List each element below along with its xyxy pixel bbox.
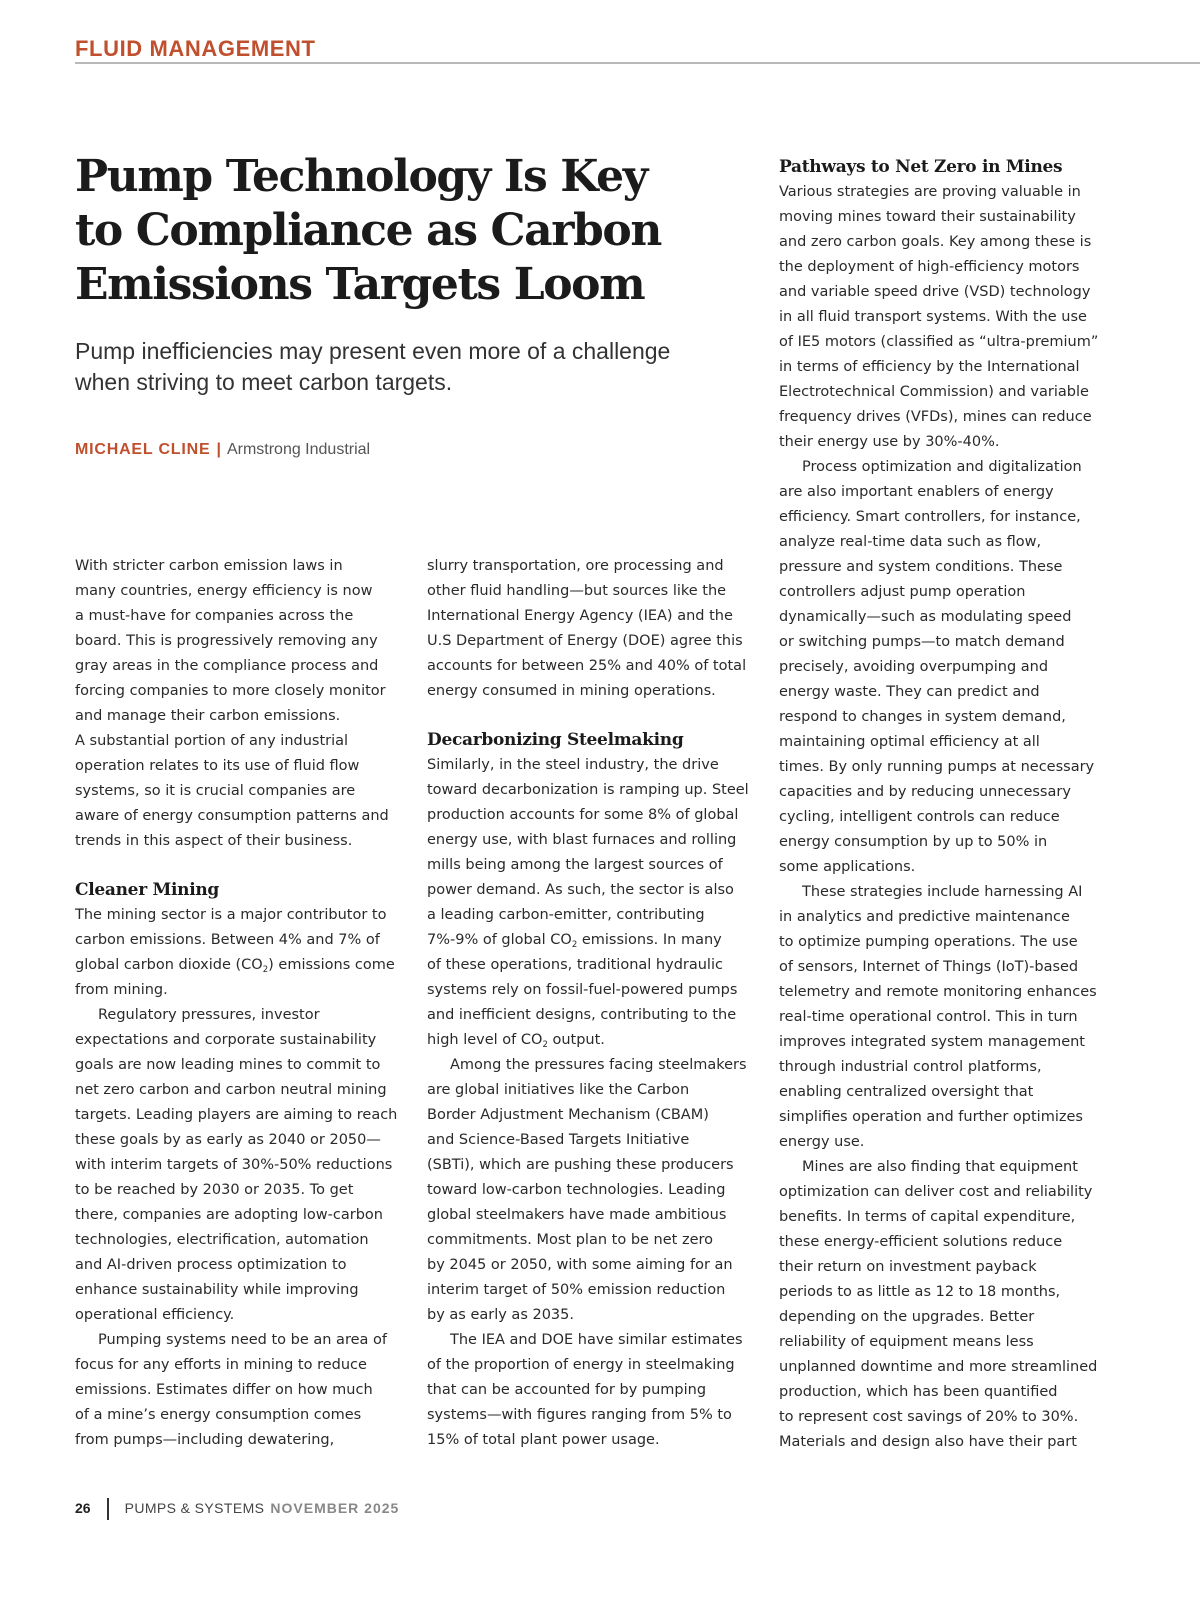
- body-text-line: telemetry and remote monitoring enhances: [779, 984, 1097, 1000]
- body-text-line: International Energy Agency (IEA) and the: [427, 608, 733, 624]
- body-text-line: controllers adjust pump operation: [779, 584, 1026, 600]
- body-text-line: of sensors, Internet of Things (IoT)-based: [779, 959, 1079, 975]
- body-text-line: Border Adjustment Mechanism (CBAM): [427, 1107, 709, 1123]
- body-text-line: gray areas in the compliance process and: [75, 658, 379, 674]
- body-text-line: real-time operational control. This in turn: [779, 1009, 1078, 1025]
- body-column-1: [75, 554, 415, 1453]
- body-text-line: The mining sector is a major contributor to: [75, 907, 387, 923]
- body-text-line: that can be accounted for by pumping: [427, 1382, 707, 1398]
- text-run: 7%-9% of global CO: [427, 932, 572, 948]
- body-text-line: some applications.: [779, 859, 916, 875]
- byline: [75, 440, 370, 460]
- body-text-line: slurry transportation, ore processing and: [427, 558, 724, 574]
- body-text-line: times. By only running pumps at necessary: [779, 759, 1095, 775]
- body-text-line: are also important enablers of energy: [779, 484, 1054, 500]
- publication-name: PUMPS & SYSTEMS: [124, 1500, 265, 1516]
- body-text-line: dynamically—such as modulating speed: [779, 609, 1072, 625]
- subscript: 2: [571, 940, 578, 950]
- body-text-line: systems rely on fossil-fuel-powered pumps: [427, 982, 738, 998]
- issue-date: NOVEMBER 2025: [270, 1500, 400, 1516]
- author-company: Armstrong Industrial: [226, 441, 371, 458]
- body-text-line: in all fluid transport systems. With the use: [779, 309, 1087, 325]
- body-text-line: carbon emissions. Between 4% and 7% of: [75, 932, 380, 948]
- body-text-line: technologies, electrification, automation: [75, 1232, 369, 1248]
- body-text-line: cycling, intelligent controls can reduce: [779, 809, 1060, 825]
- text-run: global carbon dioxide (CO: [75, 957, 263, 973]
- body-text-line: moving mines toward their sustainability: [779, 209, 1076, 225]
- body-text-line: Electrotechnical Commission) and variable: [779, 384, 1089, 400]
- body-text-line: frequency drives (VFDs), mines can reduce: [779, 409, 1092, 425]
- body-text-line: the deployment of high-efficiency motors: [779, 259, 1080, 275]
- body-text-line: and Science-Based Targets Initiative: [427, 1132, 690, 1148]
- text-run: emissions. In many: [577, 932, 722, 948]
- body-text-line: expectations and corporate sustainability: [75, 1032, 377, 1048]
- body-text-line: optimization can deliver cost and reliability: [779, 1184, 1093, 1200]
- body-text-line: are global initiatives like the Carbon: [427, 1082, 690, 1098]
- body-text-line: operational efficiency.: [75, 1307, 235, 1323]
- header-rule: [75, 62, 1200, 64]
- body-text-line: forcing companies to more closely monitor: [75, 683, 386, 699]
- body-text-line: a must-have for companies across the: [75, 608, 354, 624]
- body-text-line: of the proportion of energy in steelmaking: [427, 1357, 735, 1373]
- body-column-3: [779, 155, 1119, 1455]
- body-text-line: energy use.: [779, 1134, 865, 1150]
- body-text-line: Pumping systems need to be an area of: [98, 1332, 387, 1348]
- body-text-line: by 2045 or 2050, with some aiming for an: [427, 1257, 733, 1273]
- body-text-line: aware of energy consumption patterns and: [75, 808, 389, 824]
- body-text-line: commitments. Most plan to be net zero: [427, 1232, 713, 1248]
- body-text-line: simplifies operation and further optimizes: [779, 1109, 1083, 1125]
- body-text-line: Materials and design also have their part: [779, 1434, 1077, 1450]
- body-text-line: energy use, with blast furnaces and rolling: [427, 832, 737, 848]
- body-text-line: production, which has been quantified: [779, 1384, 1058, 1400]
- section-subheading: Cleaner Mining: [75, 880, 220, 900]
- body-text-line: [75, 953, 415, 978]
- deck-line: Pump inefficiencies may present even more of a challenge: [75, 338, 671, 364]
- body-text-line: energy waste. They can predict and: [779, 684, 1040, 700]
- body-text-line: board. This is progressively removing any: [75, 633, 378, 649]
- body-text-line: accounts for between 25% and 40% of total: [427, 658, 747, 674]
- body-text-line: precisely, avoiding overpumping and: [779, 659, 1049, 675]
- body-text-line: A substantial portion of any industrial: [75, 733, 349, 749]
- body-text-line: energy consumed in mining operations.: [427, 683, 716, 699]
- headline-line: to Compliance as Carbon: [75, 205, 661, 256]
- subscript: 2: [262, 965, 269, 975]
- body-text-line: of a mine’s energy consumption comes: [75, 1407, 362, 1423]
- headline-line: Emissions Targets Loom: [75, 259, 645, 310]
- body-text-line: systems, so it is crucial companies are: [75, 783, 356, 799]
- paragraph-gap: [75, 854, 415, 878]
- text-run: output.: [547, 1032, 605, 1048]
- body-text-line: and manage their carbon emissions.: [75, 708, 341, 724]
- body-column-2: [427, 554, 767, 1453]
- body-text-line: Various strategies are proving valuable in: [779, 184, 1081, 200]
- body-text-line: from pumps—including dewatering,: [75, 1432, 335, 1448]
- body-text-line: energy consumption by up to 50% in: [779, 834, 1048, 850]
- body-text-line: by as early as 2035.: [427, 1307, 574, 1323]
- article-deck: [75, 336, 715, 398]
- body-text-line: power demand. As such, the sector is also: [427, 882, 734, 898]
- body-text-line: The IEA and DOE have similar estimates: [450, 1332, 743, 1348]
- body-text-line: toward decarbonization is ramping up. Steel: [427, 782, 749, 798]
- body-text-line: systems—with figures ranging from 5% to: [427, 1407, 732, 1423]
- body-text-line: toward low-carbon technologies. Leading: [427, 1182, 726, 1198]
- body-text-line: improves integrated system management: [779, 1034, 1085, 1050]
- section-header: FLUID MANAGEMENT: [75, 36, 316, 61]
- body-text-line: depending on the upgrades. Better: [779, 1309, 1035, 1325]
- body-text-line: Similarly, in the steel industry, the drive: [427, 757, 719, 773]
- body-text-line: in terms of efficiency by the International: [779, 359, 1080, 375]
- body-text-line: to be reached by 2030 or 2035. To get: [75, 1182, 354, 1198]
- headline-line: Pump Technology Is Key: [75, 151, 647, 202]
- body-text-line: With stricter carbon emission laws in: [75, 558, 343, 574]
- body-text-line: capacities and by reducing unnecessary: [779, 784, 1071, 800]
- section-subheading: Decarbonizing Steelmaking: [427, 730, 684, 750]
- body-text-line: their return on investment payback: [779, 1259, 1037, 1275]
- body-text-line: these goals by as early as 2040 or 2050—: [75, 1132, 381, 1148]
- body-text-line: 15% of total plant power usage.: [427, 1432, 660, 1448]
- body-text-line: periods to as little as 12 to 18 months,: [779, 1284, 1061, 1300]
- body-text-line: through industrial control platforms,: [779, 1059, 1042, 1075]
- body-text-line: focus for any efforts in mining to reduce: [75, 1357, 367, 1373]
- section-subheading: Pathways to Net Zero in Mines: [779, 157, 1063, 177]
- page-number: 26: [75, 1500, 91, 1516]
- body-text-line: benefits. In terms of capital expenditure,: [779, 1209, 1076, 1225]
- body-text-line: net zero carbon and carbon neutral mining: [75, 1082, 387, 1098]
- body-text-line: analyze real-time data such as flow,: [779, 534, 1042, 550]
- article-headline: [75, 150, 715, 312]
- text-run: ) emissions come: [268, 957, 395, 973]
- body-text-line: and variable speed drive (VSD) technology: [779, 284, 1091, 300]
- text-run: high level of CO: [427, 1032, 543, 1048]
- page-footer: [75, 1496, 399, 1520]
- body-text-line: efficiency. Smart controllers, for instance,: [779, 509, 1081, 525]
- body-text-line: there, companies are adopting low-carbon: [75, 1207, 383, 1223]
- body-text-line: [427, 1028, 767, 1053]
- body-text-line: production accounts for some 8% of global: [427, 807, 739, 823]
- body-text-line: mills being among the largest sources of: [427, 857, 723, 873]
- body-text-line: operation relates to its use of fluid flow: [75, 758, 360, 774]
- body-text-line: to represent cost savings of 20% to 30%.: [779, 1409, 1079, 1425]
- body-text-line: enabling centralized oversight that: [779, 1084, 1034, 1100]
- body-text-line: emissions. Estimates differ on how much: [75, 1382, 373, 1398]
- body-text-line: from mining.: [75, 982, 168, 998]
- body-text-line: of IE5 motors (classified as “ultra-premium”: [779, 334, 1099, 350]
- body-text-line: to optimize pumping operations. The use: [779, 934, 1078, 950]
- body-text-line: global steelmakers have made ambitious: [427, 1207, 727, 1223]
- body-text-line: goals are now leading mines to commit to: [75, 1057, 381, 1073]
- body-text-line: Process optimization and digitalization: [802, 459, 1082, 475]
- body-text-line: Among the pressures facing steelmakers: [450, 1057, 747, 1073]
- footer-divider: [107, 1498, 109, 1520]
- body-text-line: with interim targets of 30%-50% reductions: [75, 1157, 393, 1173]
- body-text-line: trends in this aspect of their business.: [75, 833, 353, 849]
- body-text-line: a leading carbon-emitter, contributing: [427, 907, 705, 923]
- body-text-line: These strategies include harnessing AI: [802, 884, 1083, 900]
- body-text-line: and zero carbon goals. Key among these is: [779, 234, 1092, 250]
- body-text-line: (SBTi), which are pushing these producers: [427, 1157, 734, 1173]
- body-text-line: their energy use by 30%-40%.: [779, 434, 1000, 450]
- body-text-line: and AI-driven process optimization to: [75, 1257, 347, 1273]
- body-text-line: in analytics and predictive maintenance: [779, 909, 1070, 925]
- body-text-line: many countries, energy efficiency is now: [75, 583, 373, 599]
- paragraph-gap: [427, 704, 767, 728]
- deck-line: when striving to meet carbon targets.: [75, 369, 453, 395]
- author-name: MICHAEL CLINE: [75, 441, 211, 458]
- body-text-line: Regulatory pressures, investor: [98, 1007, 320, 1023]
- body-text-line: and inefficient designs, contributing to the: [427, 1007, 737, 1023]
- body-text-line: respond to changes in system demand,: [779, 709, 1066, 725]
- body-text-line: [427, 928, 767, 953]
- body-text-line: of these operations, traditional hydraulic: [427, 957, 723, 973]
- body-text-line: enhance sustainability while improving: [75, 1282, 359, 1298]
- body-text-line: Mines are also finding that equipment: [802, 1159, 1078, 1175]
- subscript: 2: [542, 1040, 548, 1050]
- body-text-line: interim target of 50% emission reduction: [427, 1282, 726, 1298]
- body-text-line: U.S Department of Energy (DOE) agree this: [427, 633, 743, 649]
- body-text-line: other fluid handling—but sources like the: [427, 583, 727, 599]
- byline-separator: |: [216, 441, 221, 458]
- body-text-line: maintaining optimal efficiency at all: [779, 734, 1040, 750]
- body-text-line: pressure and system conditions. These: [779, 559, 1063, 575]
- body-text-line: reliability of equipment means less: [779, 1334, 1034, 1350]
- body-text-line: targets. Leading players are aiming to reach: [75, 1107, 398, 1123]
- body-text-line: or switching pumps—to match demand: [779, 634, 1065, 650]
- body-text-line: these energy-efficient solutions reduce: [779, 1234, 1063, 1250]
- body-text-line: unplanned downtime and more streamlined: [779, 1359, 1098, 1375]
